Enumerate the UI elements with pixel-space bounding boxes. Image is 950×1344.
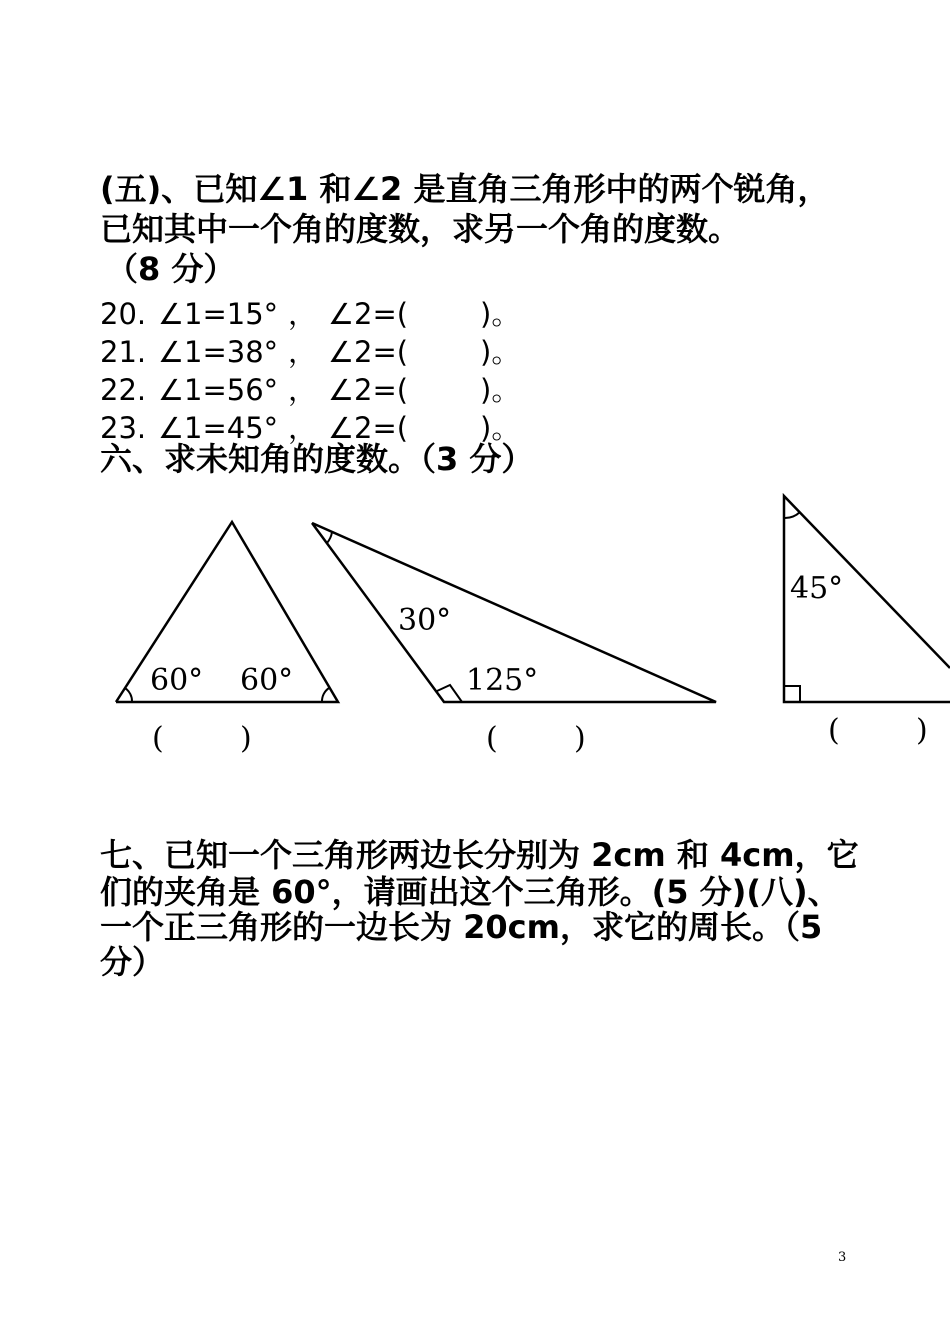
close-paren: )。 <box>480 335 521 369</box>
problem-22 <box>100 368 520 409</box>
asked-angle: ∠2=( <box>328 411 409 445</box>
problem-number: 21. <box>100 335 147 369</box>
triangle-3-right-angle-mark <box>784 686 800 702</box>
section5-line-2: 已知其中一个角的度数，求另一个角的度数。 <box>100 210 741 248</box>
given-angle: ∠1=38° <box>158 335 279 369</box>
triangle-3-angle-top: 45° <box>790 571 844 606</box>
close-paren: )。 <box>480 373 521 407</box>
triangle-1-angle-right: 60° <box>240 663 294 698</box>
comma: ， <box>288 373 318 407</box>
triangle-1-angle-left: 60° <box>150 663 204 698</box>
given-angle: ∠1=15° <box>158 297 279 331</box>
triangle-1-angle-arc-right <box>322 688 329 702</box>
section5-line-1: (五)、已知∠1 和∠2 是直角三角形中的两个锐角， <box>100 170 830 208</box>
problem-number: 23. <box>100 411 147 445</box>
triangle-1-answer[interactable]: ( ) <box>152 721 252 756</box>
comma: ， <box>288 335 318 369</box>
given-angle: ∠1=56° <box>158 373 279 407</box>
triangle-2-angle-bottom: 125° <box>466 663 539 698</box>
problem-number: 22. <box>100 373 147 407</box>
comma: ， <box>288 297 318 331</box>
asked-angle: ∠2=( <box>328 373 409 407</box>
triangle-3-answer[interactable]: ( ) <box>828 713 928 748</box>
section8-line-1: 一个正三角形的一边长为 20cm，求它的周长。（5 <box>100 908 823 946</box>
asked-angle: ∠2=( <box>328 297 409 331</box>
triangle-2-answer[interactable]: ( ) <box>486 721 586 756</box>
section7-line-2: 们的夹角是 60°，请画出这个三角形。(5 分)(八)、 <box>100 873 840 911</box>
asked-angle: ∠2=( <box>328 335 409 369</box>
problem-21 <box>100 330 520 371</box>
section8-line-2: 分） <box>100 943 165 981</box>
page-number: 3 <box>838 1250 847 1265</box>
close-paren: )。 <box>480 411 521 445</box>
problem-number: 20. <box>100 297 147 331</box>
triangle-2-angle-top: 30° <box>398 603 452 638</box>
triangle-3-angle-arc-top <box>784 512 800 518</box>
comma: ， <box>288 411 318 445</box>
close-paren: )。 <box>480 297 521 331</box>
triangle-2-angle-arc-top <box>327 532 332 543</box>
section5-score: （8 分） <box>106 250 236 288</box>
triangle-figures <box>0 490 950 760</box>
section7-line-1: 七、已知一个三角形两边长分别为 2cm 和 4cm，它 <box>100 836 859 874</box>
section6-title: 六、求未知角的度数。（3 分） <box>100 440 534 478</box>
problem-20 <box>100 292 520 333</box>
given-angle: ∠1=45° <box>158 411 279 445</box>
triangle-1-angle-arc-left <box>125 688 132 702</box>
